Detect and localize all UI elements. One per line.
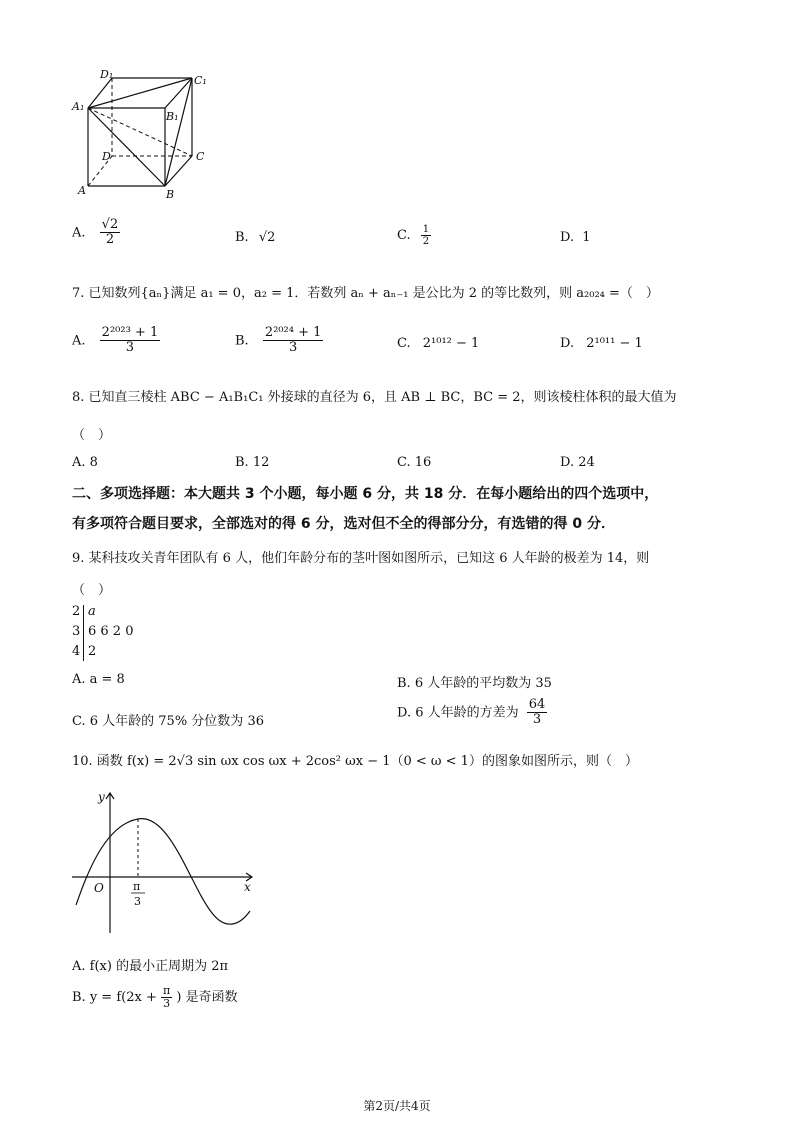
q9-paren: （ ） [72,583,112,598]
q10-stem: 10. 函数 f(x) = 2√3 sin ωx cos ωx + 2cos² ωx − 1（0 < ω < 1）的图象如图所示，则（ ） [72,754,638,769]
graph-y-label: y [98,790,105,804]
q7-option-b: B. $\frac{\text{2²⁰²⁴ + 1}}{3}$ [235,325,322,356]
page-footer: 第2页/共4页 [363,1099,431,1113]
option-label: A. [72,225,86,241]
q7-option-a: A. $\frac{\text{2²⁰²³ + 1}}{3}$ [72,325,159,356]
label-B1: B₁ [166,110,179,123]
section2-line1: 二、多项选择题：本大题共 3 个小题，每小题 6 分，共 18 分．在每小题给出的四个选项中， [72,486,659,502]
label-B: B [166,188,175,201]
q10-option-b: B. y = f(2x + $\frac{\pi}{3}$ ) 是奇函数 [72,984,238,1011]
sine-graph [70,785,260,935]
q8-option-c: C. 16 [397,455,432,470]
q6-option-c: C. $\frac{1}{2}$ [397,224,430,247]
q6-option-a: A. $\frac{√2}{2}$ [72,217,119,248]
q6-option-b: B. √2 [235,230,276,245]
q9-stem: 9. 某科技攻关青年团队有 6 人，他们年龄分布的茎叶图如图所示，已知这 6 人年龄的极差为 14，则 [72,551,650,566]
q9-option-b: B. 6 人年龄的平均数为 35 [397,676,552,691]
label-C: C [196,150,205,163]
label-D: D [102,150,111,163]
label-A: A [78,184,86,197]
label-C1: C₁ [194,74,207,87]
q9-option-c: C. 6 人年龄的 75% 分位数为 36 [72,714,264,729]
graph-x-label: x [244,880,251,894]
q8-option-d: D. 24 [560,455,595,470]
graph-tick-pi: π [133,880,141,893]
q7-option-d: D. 2¹⁰¹¹ − 1 [560,336,643,351]
label-D1: D₁ [100,68,114,81]
q6-option-d: D. 1 [560,230,591,245]
stem-row-3: 4 2 [72,644,97,659]
graph-origin-label: O [94,881,104,895]
q7-stem: 7. 已知数列{aₙ}满足 a₁ = 0，a₂ = 1．若数列 aₙ + aₙ₋₁ 是公比为 2 的等比数列，则 a₂₀₂₄ =（ ） [72,286,659,301]
graph-tick-3: 3 [134,895,141,908]
q9-option-a: A. a = 8 [72,672,125,687]
q8-paren: （ ） [72,428,112,443]
stem-row-1: 2 a [72,604,96,619]
q9-option-d: D. 6 人年龄的方差为 $\frac{64}{3}$ [397,697,546,728]
q7-option-c: C. 2¹⁰¹² − 1 [397,336,480,351]
q8-option-a: A. 8 [72,455,98,470]
stem-row-2: 3 6 6 2 0 [72,624,134,639]
q8-option-b: B. 12 [235,455,270,470]
q10-option-a: A. f(x) 的最小正周期为 2π [72,959,229,974]
label-A1: A₁ [72,100,85,113]
cube-figure [70,68,220,203]
q8-stem: 8. 已知直三棱柱 ABC − A₁B₁C₁ 外接球的直径为 6，且 AB ⊥ BC，BC = 2，则该棱柱体积的最大值为 [72,390,677,405]
section2-line2: 有多项符合题目要求，全部选对的得 6 分，选对但不全的得部分分，有选错的得 0 分． [72,516,615,532]
